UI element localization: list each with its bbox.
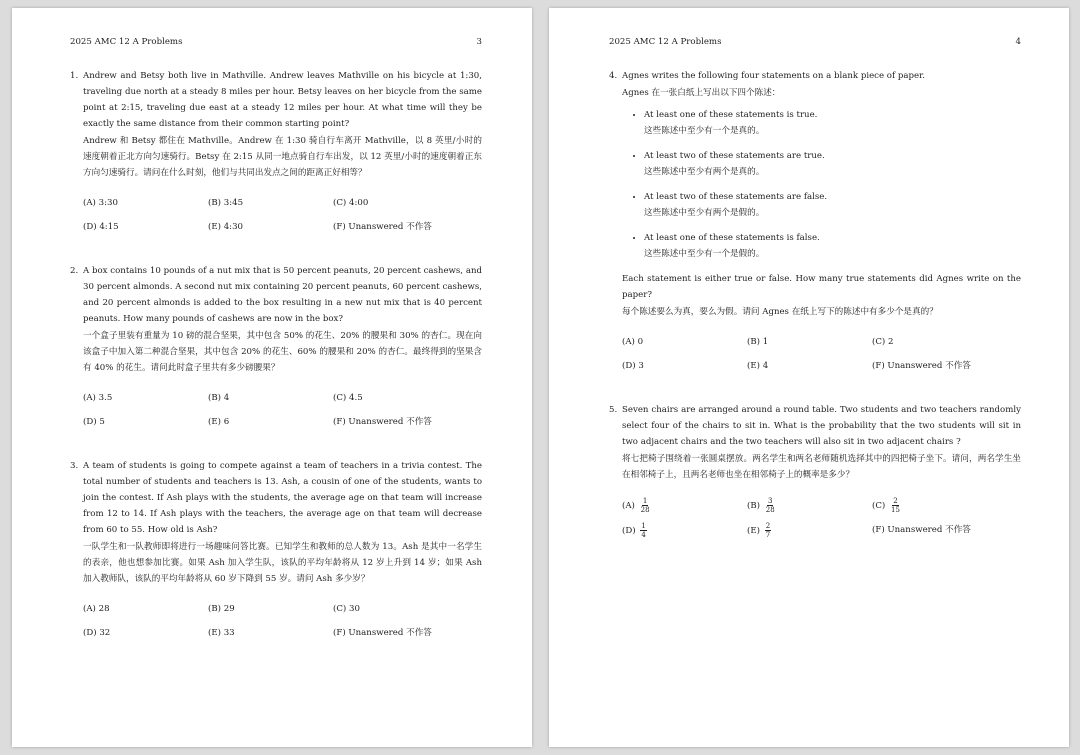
choice-label: (F) Unanswered 不作答: [872, 525, 971, 535]
choice-e: (E) 4:30: [208, 222, 244, 232]
statement-en: • At least two of these statements are true.: [644, 151, 825, 161]
problem-4: [609, 68, 1021, 374]
fraction-denominator: 28: [765, 506, 775, 514]
choice-f: (F) Unanswered 不作答: [872, 361, 971, 371]
problem-text-zh: 将七把椅子围绕着一张圆桌摆放。两名学生和两名老师随机选择其中的四把椅子坐下。请问，两名学生坐在相邻椅子上，且两名老师也坐在相邻椅子上的概率是多少？: [622, 454, 1021, 480]
answer-choices: [83, 601, 482, 641]
answer-choices: [83, 390, 482, 430]
choice-e: (E) 6: [208, 417, 230, 427]
page-4: [549, 8, 1069, 747]
problem-text-en: A team of students is going to compete against a team of teachers in a trivia contest. The total number of students and teachers is 13. Ash, a cousin of one of the students, wants to join the contest. If Ash plays with the students, the average age on that team will increase from 12 to 14. If Ash plays with the teachers, the average age on that team will decrease from 60 to 55. How old is Ash?: [83, 461, 482, 535]
problem-5: [609, 402, 1021, 539]
fraction-numerator: 2: [765, 522, 771, 530]
statement-item: [644, 189, 1021, 221]
fraction-denominator: 15: [891, 506, 900, 514]
fraction-denominator: 4: [641, 531, 646, 539]
problem-3: [70, 458, 482, 641]
problem-number: 1.: [70, 71, 79, 81]
problem-text-en: Andrew and Betsy both live in Mathville. Andrew leaves Mathville on his bicycle at 1:30, traveling due north at a steady 8 miles per hour. Betsy leaves on her bicycle from the same point at 2:15, traveling due east at a steady 12 miles per hour. At what time will they be exactly the same distance from their common starting point?: [83, 71, 482, 129]
choice-b: (B) 1: [747, 337, 769, 347]
choice-f: (F) Unanswered 不作答: [333, 222, 432, 232]
problem-1: [70, 68, 482, 235]
choice-a: (A) 3.5: [83, 393, 113, 403]
problem-text-en: A box contains 10 pounds of a nut mix that is 50 percent peanuts, 20 percent cashews, and 30 percent almonds. A second nut mix containing 20 percent peanuts, 60 percent cashews, and 20 percent almonds is added to the box resulting in a new nut mix that is 40 percent peanuts. How many pounds of cashews are now in the box?: [83, 266, 482, 324]
fraction: [640, 522, 646, 539]
fraction-numerator: 1: [642, 497, 648, 505]
page-3: [12, 8, 532, 747]
choice-a: (A) 28: [83, 604, 110, 614]
problem-number: 5.: [609, 405, 618, 415]
choice-label: (C): [872, 501, 886, 511]
answer-choices: [622, 334, 1021, 374]
statement-zh: 这些陈述中至少有两个是假的。: [644, 208, 765, 218]
choice-a: [622, 497, 747, 514]
running-header: [70, 34, 482, 50]
statement-list: [622, 107, 1021, 262]
fraction-numerator: 2: [893, 497, 898, 505]
answer-choices: [622, 497, 1021, 539]
answer-choices: [83, 195, 482, 235]
problem-text-zh: 一个盒子里装有重量为 10 磅的混合坚果，其中包含 50% 的花生、20% 的腰果和 30% 的杏仁。现在向该盒子中加入第二种混合坚果，其中包含 20% 的花生、60% 的腰果和 20% 的杏仁。最终得到的坚果含有 40% 的花生。请问此时盒子里共有多少磅腰果？: [83, 331, 482, 373]
page-number: 3: [476, 37, 482, 47]
problem-2: [70, 263, 482, 430]
fraction: [765, 497, 776, 514]
choice-a: (A) 0: [622, 337, 644, 347]
question-text-en: Each statement is either true or false. How many true statements did Agnes write on the paper?: [622, 274, 1021, 300]
choice-c: (C) 30: [333, 604, 360, 614]
header-title: 2025 AMC 12 A Problems: [70, 37, 183, 47]
fraction-denominator: 7: [765, 531, 771, 539]
page-number: 4: [1015, 37, 1021, 47]
fraction-denominator: 28: [640, 506, 650, 514]
choice-c: (C) 4:00: [333, 198, 369, 208]
choice-e: (E) 4: [747, 361, 769, 371]
choice-label: (B): [747, 501, 761, 511]
statement-zh: 这些陈述中至少有一个是真的。: [644, 126, 765, 136]
fraction: [890, 497, 901, 514]
problem-text-en: Agnes writes the following four statements on a blank piece of paper.: [622, 71, 925, 81]
fraction-numerator: 3: [767, 497, 773, 505]
problem-number: 4.: [609, 71, 618, 81]
statement-en: • At least two of these statements are false.: [644, 192, 828, 202]
statement-item: [644, 107, 1021, 139]
choice-a: (A) 3:30: [83, 198, 118, 208]
choice-d: (D) 32: [83, 628, 111, 638]
choice-c: [872, 497, 1021, 514]
statement-en: • At least one of these statements is false.: [644, 233, 820, 243]
choice-b: (B) 4: [208, 393, 230, 403]
choice-c: (C) 2: [872, 337, 894, 347]
choice-d: (D) 4:15: [83, 222, 119, 232]
problem-text-zh: Andrew 和 Betsy 都住在 Mathville。Andrew 在 1:30 骑自行车离开 Mathville，以 8 英里/小时的速度朝着正北方向匀速骑行。Betsy 在 2:15 从同一地点骑自行车出发，以 12 英里/小时的速度朝着正东方向匀速骑行。请问在什么时刻，他们与共同出发点之间的距离正好相等？: [83, 136, 482, 178]
choice-f: (F) Unanswered 不作答: [333, 628, 432, 638]
header-title: 2025 AMC 12 A Problems: [609, 37, 722, 47]
choice-label: (E): [747, 526, 760, 536]
statement-en: • At least one of these statements is true.: [644, 110, 818, 120]
choice-e: [747, 522, 872, 539]
problem-text-zh: 一队学生和一队教师即将进行一场趣味问答比赛。已知学生和教师的总人数为 13。Ash 是其中一名学生的表亲，他也想参加比赛。如果 Ash 加入学生队，该队的平均年龄将从 12 岁上升到 14 岁；如果 Ash 加入教师队，该队的平均年龄将从 60 岁下降到 55 岁。请问 Ash 多少岁？: [83, 542, 482, 584]
problem-text-en: Seven chairs are arranged around a round table. Two students and two teachers randomly select four of the chairs to sit in. What is the probability that the two students will sit in two adjacent chairs and the two teachers will also sit in two adjacent chairs ?: [622, 405, 1021, 447]
statement-zh: 这些陈述中至少有两个是真的。: [644, 167, 765, 177]
problem-number: 3.: [70, 461, 79, 471]
statement-item: [644, 148, 1021, 180]
fraction-numerator: 1: [641, 522, 646, 530]
choice-d: (D) 3: [622, 361, 644, 371]
question-text-zh: 每个陈述要么为真，要么为假。请问 Agnes 在纸上写下的陈述中有多少个是真的？: [622, 307, 938, 317]
problem-text-zh: Agnes 在一张白纸上写出以下四个陈述：: [622, 88, 781, 98]
running-header: [609, 34, 1021, 50]
choice-e: (E) 33: [208, 628, 235, 638]
choice-b: (B) 29: [208, 604, 235, 614]
choice-d: [622, 522, 747, 539]
problem-number: 2.: [70, 266, 79, 276]
choice-d: (D) 5: [83, 417, 105, 427]
choice-c: (C) 4.5: [333, 393, 363, 403]
fraction: [640, 497, 651, 514]
choice-f: [872, 522, 1021, 539]
statement-zh: 这些陈述中至少有一个是假的。: [644, 249, 765, 259]
choice-f: (F) Unanswered 不作答: [333, 417, 432, 427]
choice-label: (D): [622, 526, 636, 536]
choice-b: (B) 3:45: [208, 198, 244, 208]
statement-item: [644, 230, 1021, 262]
choice-label: (A): [622, 501, 635, 511]
fraction: [765, 522, 771, 539]
choice-b: [747, 497, 872, 514]
